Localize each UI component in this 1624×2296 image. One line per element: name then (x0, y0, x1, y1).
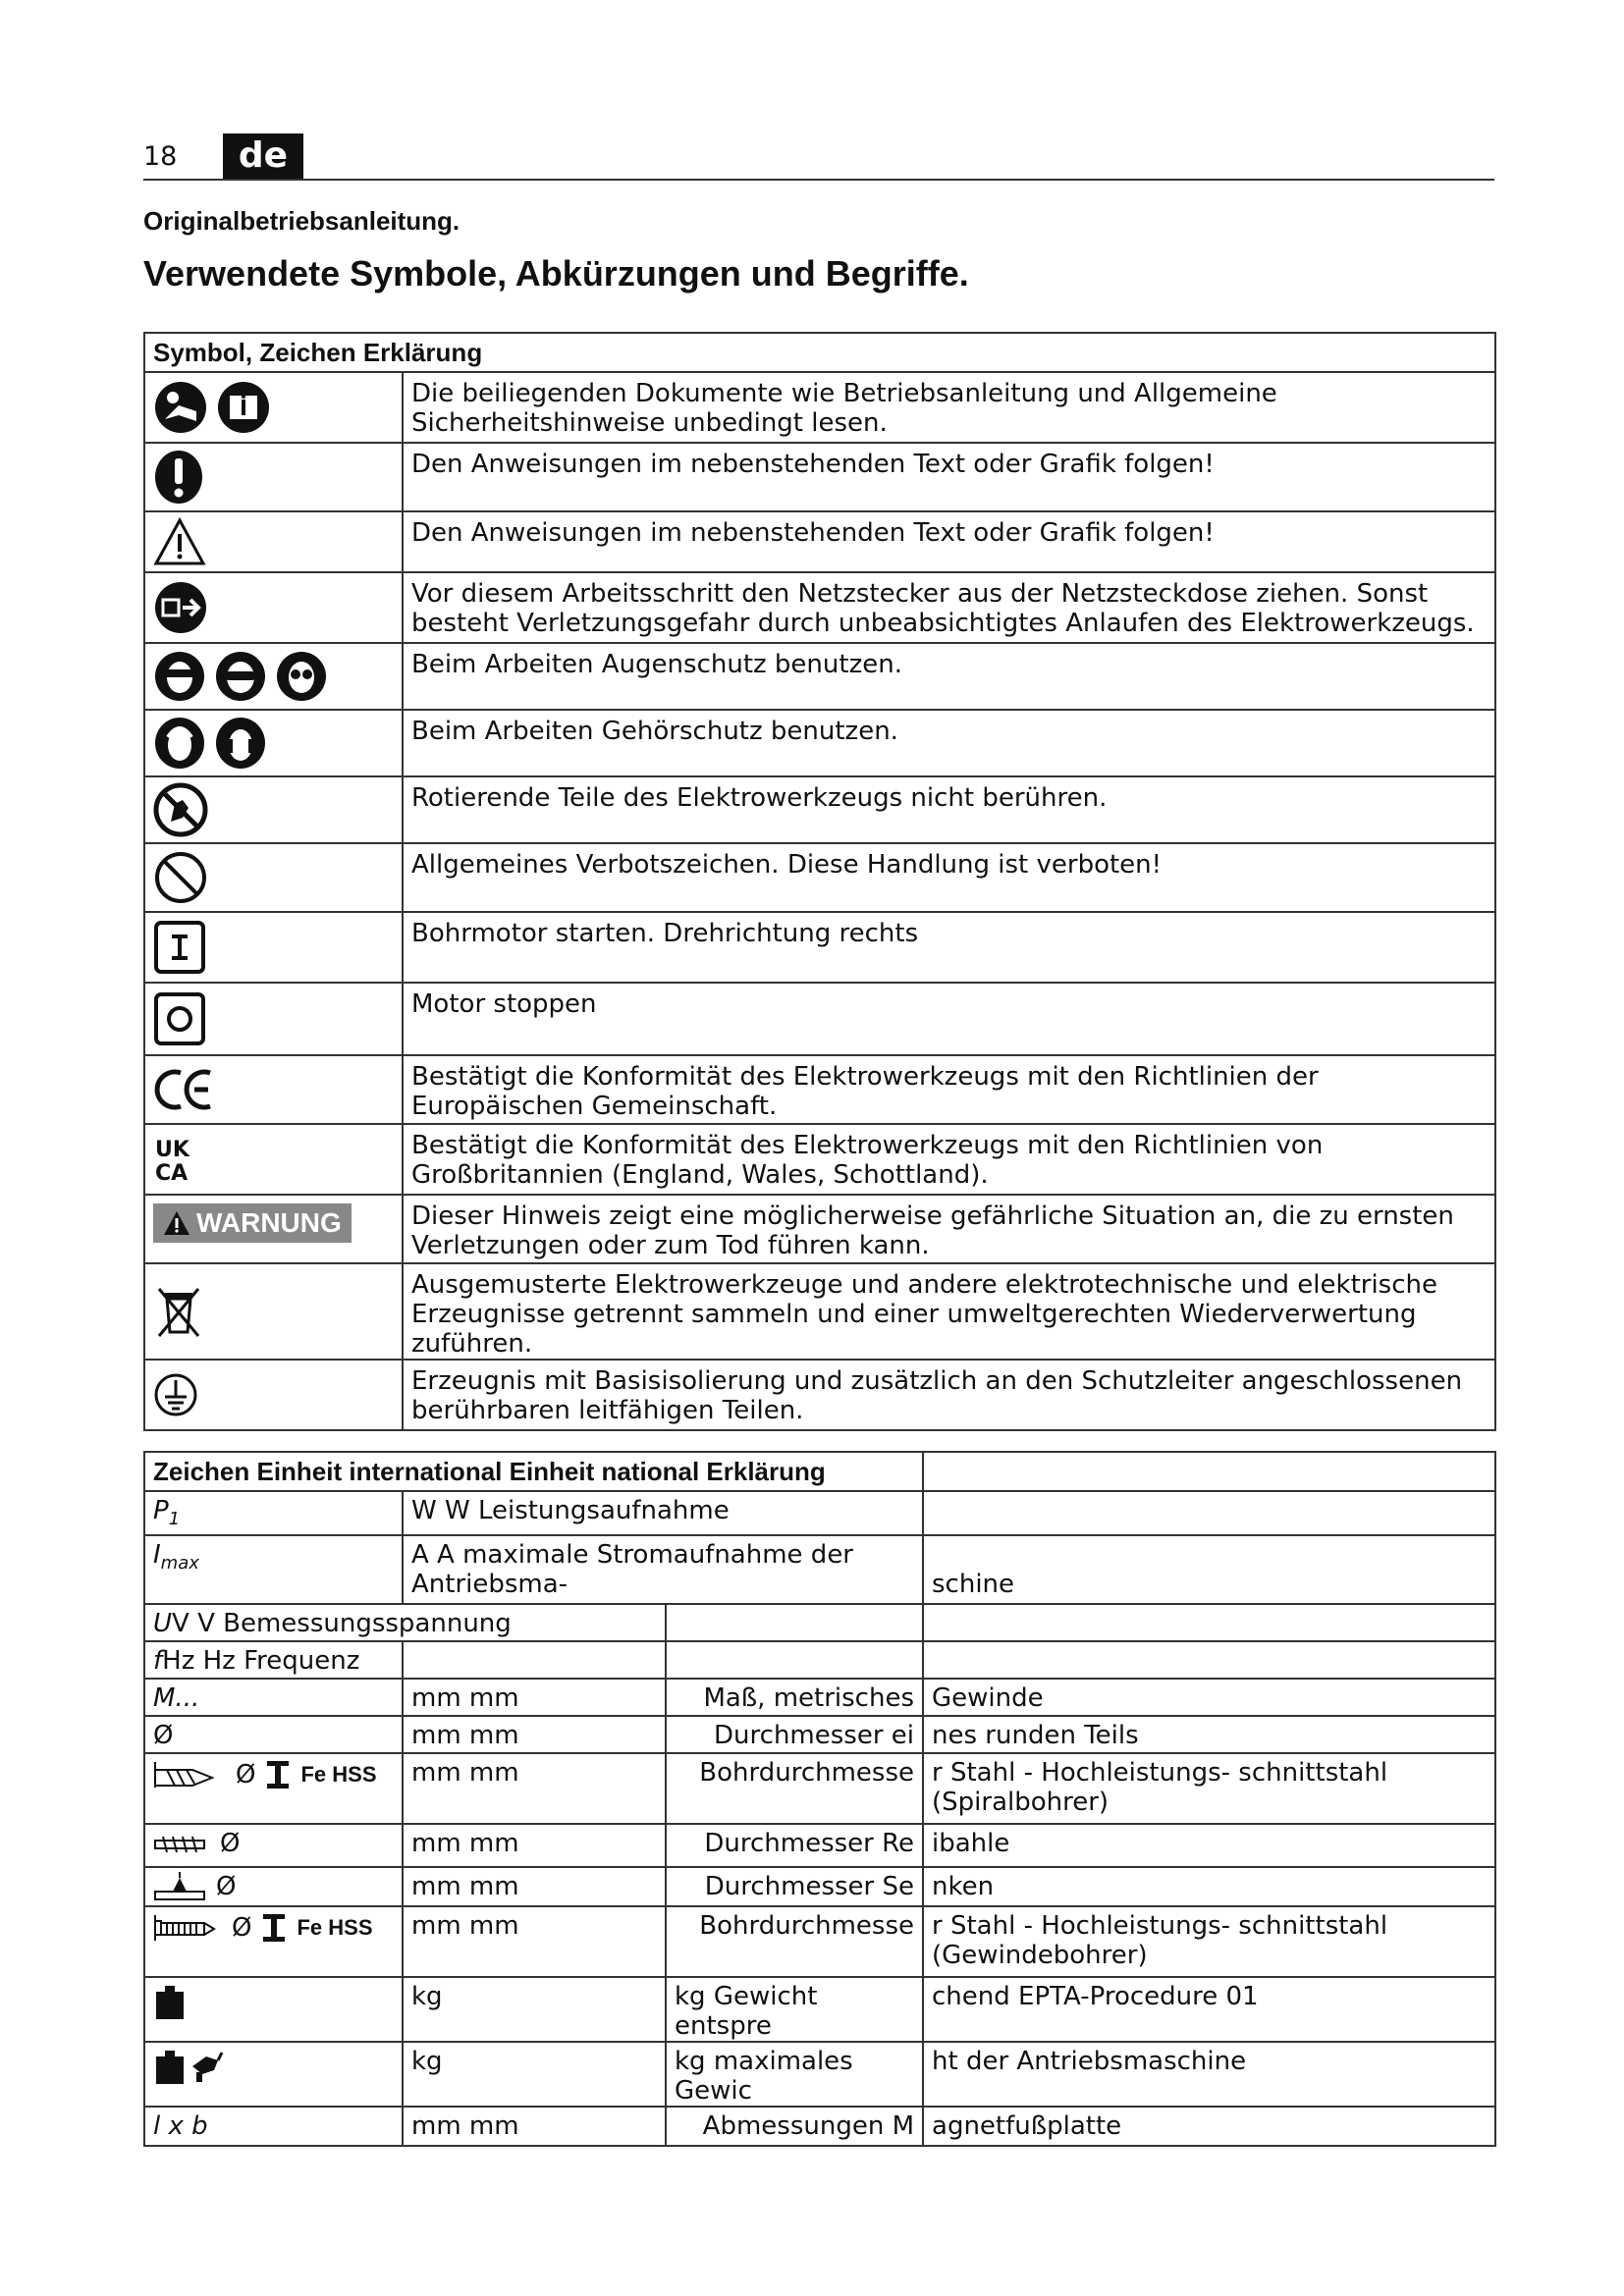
tap-icon (153, 1911, 224, 1945)
diameter-symbol: Ø (220, 1829, 241, 1859)
table-row (144, 1824, 1495, 1867)
unit-explanation: ibahle (923, 1824, 1495, 1867)
table-row (144, 983, 1495, 1055)
unit-explanation: Gewinde (923, 1679, 1495, 1716)
unit-explanation: r Stahl - Hochleistungs- schnittstahl (Spiralbohrer) (923, 1753, 1495, 1824)
unit-sign (144, 1753, 403, 1824)
document-title: Verwendete Symbole, Abkürzungen und Begriffe. (143, 253, 969, 294)
units-table (143, 1451, 1496, 2147)
unit-explanation: Durchmesser ei (666, 1716, 923, 1753)
unit-explanation: kg Gewicht entspre (666, 1977, 923, 2042)
document-subtitle: Originalbetriebsanleitung. (143, 206, 460, 236)
table-row (144, 1753, 1495, 1824)
symbol-description: Allgemeines Verbotszeichen. Diese Handlung ist verboten! (403, 843, 1495, 912)
header-rule (143, 179, 1494, 181)
table-row (144, 511, 1495, 572)
symbol-description: Beim Arbeiten Augenschutz benutzen. (403, 643, 1495, 710)
table-row (144, 443, 1495, 511)
symbol-description: Den Anweisungen im nebenstehenden Text oder Grafik folgen! (403, 511, 1495, 572)
unit-value: kg (403, 2042, 666, 2107)
table-row (144, 1491, 1495, 1535)
symbol-description: Ausgemusterte Elektrowerkzeuge und andere elektrotechnische und elektrische Erzeugnisse getrennt sammeln und einer umweltgerechten Wiederverwertung zuführen. (403, 1263, 1495, 1360)
motor-stop-icon (153, 991, 206, 1046)
unit-value: W W Leistungsaufnahme (403, 1491, 923, 1535)
unit-sign (144, 1867, 403, 1906)
weight-icon (153, 1982, 187, 2021)
goggles-icon (214, 650, 267, 703)
warning-badge-icon (153, 1203, 352, 1243)
table-row (144, 710, 1495, 776)
svg-text:CA: CA (155, 1161, 189, 1184)
unit-explanation: r Stahl - Hochleistungs- schnittstahl (Gewindebohrer) (923, 1906, 1495, 1977)
unit-value: mm mm (403, 1824, 666, 1867)
unit-sign: M... (144, 1679, 403, 1716)
unit-explanation: Abmessungen M (666, 2107, 923, 2146)
symbols-table-header (144, 333, 1495, 372)
unit-explanation: Maß, metrisches (666, 1679, 923, 1716)
unit-explanation: Bohrdurchmesse (666, 1753, 923, 1824)
symbol-description: Vor diesem Arbeitsschritt den Netzstecker aus der Netzsteckdose ziehen. Sonst besteht Verletzungsgefahr durch unbeabsichtigtes Anlaufen des Elektrowerkzeugs. (403, 572, 1495, 643)
table-row (144, 1124, 1495, 1195)
unit-sign (144, 1824, 403, 1867)
ce-mark-icon (153, 1067, 216, 1112)
protective-earth-icon (153, 1372, 198, 1417)
weight-icon (153, 2047, 187, 2086)
unplug-icon (153, 580, 208, 635)
table-row (144, 1867, 1495, 1906)
svg-text:UK: UK (155, 1138, 189, 1162)
twist-drill-icon (153, 1758, 228, 1791)
symbol-description: Motor stoppen (403, 983, 1495, 1055)
symbol-description: Bohrmotor starten. Drehrichtung rechts (403, 912, 1495, 983)
steel-beam-icon (263, 1758, 293, 1791)
table-row (144, 1716, 1495, 1753)
unit-sign: $I_{max}$ (144, 1535, 403, 1604)
countersink-icon (153, 1872, 208, 1901)
face-shield-icon (153, 650, 206, 703)
symbol-description: Beim Arbeiten Gehörschutz benutzen. (403, 710, 1495, 776)
warning-triangle-icon (163, 1210, 190, 1236)
steel-beam-icon (259, 1911, 289, 1945)
reamer-icon (153, 1829, 212, 1858)
table-row (144, 843, 1495, 912)
table-row (144, 912, 1495, 983)
unit-explanation: nes runden Teils (923, 1716, 1495, 1753)
unit-value: mm mm (403, 1753, 666, 1824)
units-table-header (144, 1452, 1495, 1491)
unit-explanation: schine (923, 1535, 1495, 1604)
table-row (144, 1641, 1495, 1679)
unit-explanation: Durchmesser Se (666, 1867, 923, 1906)
unit-value: mm mm (403, 1906, 666, 1977)
diameter-symbol: Ø (216, 1872, 237, 1902)
warning-label: WARNUNG (196, 1207, 342, 1238)
units-header-cell: Zeichen Einheit international Einheit national Erklärung (144, 1452, 923, 1491)
unit-sign: $P_1$ (144, 1491, 403, 1535)
symbol-description: Bestätigt die Konformität des Elektrowerkzeugs mit den Richtlinien von Großbritannien (England, Wales, Schottland). (403, 1124, 1495, 1195)
unit-value: UV V Bemessungsspannung (144, 1604, 666, 1641)
unit-sign: Ø (144, 1716, 403, 1753)
unit-value: mm mm (403, 1716, 666, 1753)
unit-value: kg (403, 1977, 666, 2042)
unit-value: mm mm (403, 1867, 666, 1906)
table-row (144, 1535, 1495, 1604)
table-row (144, 2042, 1495, 2107)
warning-triangle-icon (153, 517, 206, 566)
table-row (144, 643, 1495, 710)
fe-hss-label: Fe HSS (300, 1762, 377, 1788)
unit-value: fHz Hz Frequenz (144, 1641, 403, 1679)
ear-protection-icon (153, 716, 206, 771)
unit-sign (144, 1906, 403, 1977)
ear-protection-icon (214, 716, 267, 771)
unit-sign: l x b (144, 2107, 403, 2146)
unit-explanation: Durchmesser Re (666, 1824, 923, 1867)
motor-start-icon (153, 920, 206, 975)
no-touch-rotating-icon (153, 782, 208, 837)
table-row (144, 1604, 1495, 1641)
symbol-description: Rotierende Teile des Elektrowerkzeugs nicht berühren. (403, 776, 1495, 843)
symbol-description: Den Anweisungen im nebenstehenden Text oder Grafik folgen! (403, 443, 1495, 511)
symbol-description: Dieser Hinweis zeigt eine möglicherweise gefährliche Situation an, die zu ernsten Verletzungen oder zum Tod führen kann. (403, 1195, 1495, 1263)
table-row (144, 372, 1495, 443)
table-row (144, 776, 1495, 843)
page-number: 18 (143, 141, 178, 172)
table-row (144, 1263, 1495, 1360)
symbol-description: Die beiliegenden Dokumente wie Betriebsanleitung und Allgemeine Sicherheitshinweise unbedingt lesen. (403, 372, 1495, 443)
unit-sign (144, 1977, 403, 2042)
diameter-icon: Ø (232, 1913, 252, 1944)
diameter-icon: Ø (236, 1760, 256, 1790)
read-manual-icon (153, 380, 208, 435)
symbols-header-cell: Symbol, Zeichen Erklärung (144, 333, 1495, 372)
table-row (144, 1906, 1495, 1977)
table-row (144, 1360, 1495, 1430)
unit-explanation: Bohrdurchmesse (666, 1906, 923, 1977)
symbol-description: Bestätigt die Konformität des Elektrowerkzeugs mit den Richtlinien der Europäischen Gemeinschaft. (403, 1055, 1495, 1124)
safety-glasses-icon (275, 650, 328, 703)
table-row (144, 572, 1495, 643)
fe-hss-label: Fe HSS (297, 1915, 373, 1941)
unit-value: A A maximale Stromaufnahme der Antriebsma- (403, 1535, 923, 1604)
unit-explanation: chend EPTA-Procedure 01 (923, 1977, 1495, 2042)
unit-explanation: ht der Antriebsmaschine (923, 2042, 1495, 2107)
unit-explanation: agnetfußplatte (923, 2107, 1495, 2146)
drill-machine-icon (189, 2049, 224, 2084)
unit-value: mm mm (403, 2107, 666, 2146)
symbols-table (143, 332, 1496, 1431)
language-badge: de (223, 133, 303, 179)
table-row (144, 2107, 1495, 2146)
mandatory-exclamation-icon (153, 449, 204, 506)
unit-value: mm mm (403, 1679, 666, 1716)
symbol-description: Erzeugnis mit Basisisolierung und zusätzlich an den Schutzleiter angeschlossenen berührbaren leitfähigen Teilen. (403, 1360, 1495, 1430)
unit-explanation: nken (923, 1867, 1495, 1906)
unit-sign (144, 2042, 403, 2107)
prohibition-icon (153, 850, 208, 905)
unit-explanation: kg maximales Gewic (666, 2042, 923, 2107)
table-row (144, 1679, 1495, 1716)
info-book-icon (216, 380, 271, 435)
table-row (144, 1195, 1495, 1263)
table-row (144, 1977, 1495, 2042)
ukca-mark-icon (153, 1135, 200, 1184)
weee-bin-icon (153, 1283, 204, 1340)
table-row (144, 1055, 1495, 1124)
